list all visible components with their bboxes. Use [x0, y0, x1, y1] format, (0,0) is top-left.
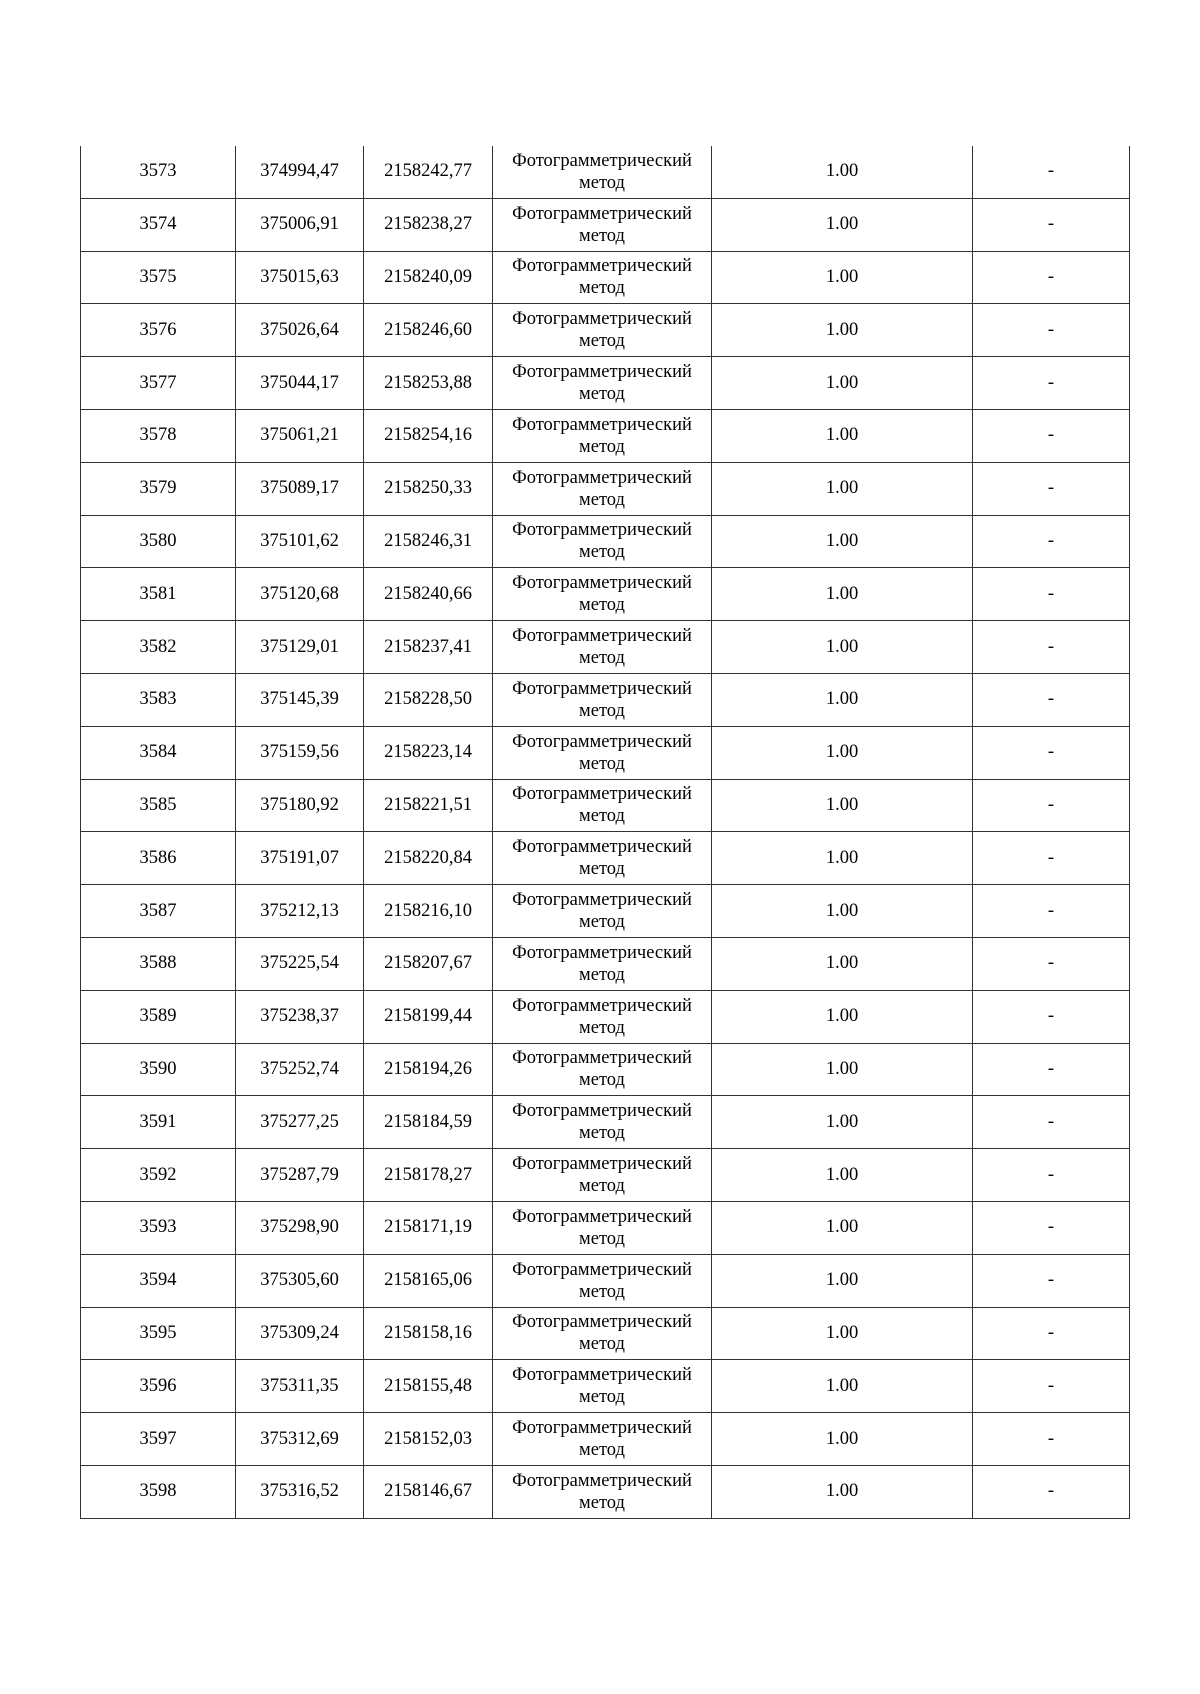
point-number-cell: 3579: [81, 462, 236, 515]
accuracy-cell: 1.00: [712, 726, 973, 779]
point-number-cell: 3598: [81, 1465, 236, 1518]
accuracy-cell: 1.00: [712, 1413, 973, 1466]
y-coordinate-cell: 2158165,06: [364, 1254, 493, 1307]
table-row: [81, 1254, 1130, 1307]
method-text: Фотограмметрический метод: [512, 414, 692, 457]
y-coordinate-cell: 2158220,84: [364, 832, 493, 885]
y-coordinate-cell: 2158155,48: [364, 1360, 493, 1413]
accuracy-cell: 1.00: [712, 1307, 973, 1360]
x-coordinate-cell: 375312,69: [236, 1413, 364, 1466]
x-coordinate-cell: 375305,60: [236, 1254, 364, 1307]
method-text: Фотограмметрический метод: [512, 678, 692, 721]
description-cell: -: [973, 779, 1130, 832]
accuracy-cell: 1.00: [712, 1254, 973, 1307]
description-cell: -: [973, 1149, 1130, 1202]
table-row: [81, 1201, 1130, 1254]
y-coordinate-cell: 2158250,33: [364, 462, 493, 515]
method-cell: [493, 1254, 712, 1307]
x-coordinate-cell: 375225,54: [236, 937, 364, 990]
description-cell: -: [973, 1360, 1130, 1413]
point-number-cell: 3595: [81, 1307, 236, 1360]
y-coordinate-cell: 2158237,41: [364, 621, 493, 674]
method-cell: [493, 990, 712, 1043]
point-number-cell: 3592: [81, 1149, 236, 1202]
accuracy-cell: 1.00: [712, 779, 973, 832]
method-text: Фотограмметрический метод: [512, 942, 692, 985]
accuracy-cell: 1.00: [712, 1201, 973, 1254]
point-number-cell: 3593: [81, 1201, 236, 1254]
method-text: Фотограмметрический метод: [512, 731, 692, 774]
table-row: [81, 832, 1130, 885]
x-coordinate-cell: 375026,64: [236, 304, 364, 357]
point-number-cell: 3597: [81, 1413, 236, 1466]
y-coordinate-cell: 2158228,50: [364, 673, 493, 726]
description-cell: -: [973, 568, 1130, 621]
method-cell: [493, 1201, 712, 1254]
method-cell: [493, 304, 712, 357]
method-text: Фотограмметрический метод: [512, 1470, 692, 1513]
table-row: [81, 1360, 1130, 1413]
accuracy-cell: 1.00: [712, 198, 973, 251]
x-coordinate-cell: 375145,39: [236, 673, 364, 726]
method-text: Фотограмметрический метод: [512, 309, 692, 352]
y-coordinate-cell: 2158242,77: [364, 146, 493, 198]
table-row: [81, 1465, 1130, 1518]
table-row: [81, 251, 1130, 304]
x-coordinate-cell: 375061,21: [236, 409, 364, 462]
method-cell: [493, 1465, 712, 1518]
table-row: [81, 198, 1130, 251]
y-coordinate-cell: 2158238,27: [364, 198, 493, 251]
method-cell: [493, 462, 712, 515]
method-text: Фотограмметрический метод: [512, 784, 692, 827]
y-coordinate-cell: 2158152,03: [364, 1413, 493, 1466]
description-cell: -: [973, 621, 1130, 674]
y-coordinate-cell: 2158216,10: [364, 885, 493, 938]
y-coordinate-cell: 2158223,14: [364, 726, 493, 779]
method-text: Фотограмметрический метод: [512, 1312, 692, 1355]
accuracy-cell: 1.00: [712, 937, 973, 990]
method-cell: [493, 1307, 712, 1360]
point-number-cell: 3576: [81, 304, 236, 357]
point-number-cell: 3574: [81, 198, 236, 251]
y-coordinate-cell: 2158178,27: [364, 1149, 493, 1202]
description-cell: -: [973, 1254, 1130, 1307]
accuracy-cell: 1.00: [712, 357, 973, 410]
x-coordinate-cell: 375015,63: [236, 251, 364, 304]
description-cell: -: [973, 673, 1130, 726]
y-coordinate-cell: 2158246,31: [364, 515, 493, 568]
y-coordinate-cell: 2158194,26: [364, 1043, 493, 1096]
method-text: Фотограмметрический метод: [512, 1101, 692, 1144]
table-row: [81, 1096, 1130, 1149]
table-row: [81, 304, 1130, 357]
x-coordinate-cell: 375120,68: [236, 568, 364, 621]
table-row: [81, 621, 1130, 674]
x-coordinate-cell: 375101,62: [236, 515, 364, 568]
description-cell: -: [973, 1201, 1130, 1254]
x-coordinate-cell: 375212,13: [236, 885, 364, 938]
accuracy-cell: 1.00: [712, 568, 973, 621]
y-coordinate-cell: 2158240,09: [364, 251, 493, 304]
y-coordinate-cell: 2158207,67: [364, 937, 493, 990]
method-text: Фотограмметрический метод: [512, 573, 692, 616]
description-cell: -: [973, 885, 1130, 938]
table-row: [81, 357, 1130, 410]
accuracy-cell: 1.00: [712, 885, 973, 938]
method-text: Фотограмметрический метод: [512, 1259, 692, 1302]
table-row: [81, 409, 1130, 462]
method-cell: [493, 937, 712, 990]
point-number-cell: 3577: [81, 357, 236, 410]
description-cell: -: [973, 990, 1130, 1043]
description-cell: -: [973, 409, 1130, 462]
table-row: [81, 515, 1130, 568]
method-text: Фотограмметрический метод: [512, 256, 692, 299]
accuracy-cell: 1.00: [712, 409, 973, 462]
accuracy-cell: 1.00: [712, 462, 973, 515]
x-coordinate-cell: 375006,91: [236, 198, 364, 251]
description-cell: -: [973, 1413, 1130, 1466]
coordinates-table-body: [81, 146, 1130, 1518]
description-cell: -: [973, 1096, 1130, 1149]
point-number-cell: 3575: [81, 251, 236, 304]
y-coordinate-cell: 2158221,51: [364, 779, 493, 832]
table-row: [81, 1307, 1130, 1360]
accuracy-cell: 1.00: [712, 515, 973, 568]
description-cell: -: [973, 198, 1130, 251]
method-text: Фотограмметрический метод: [512, 150, 692, 193]
description-cell: -: [973, 462, 1130, 515]
method-cell: [493, 568, 712, 621]
point-number-cell: 3585: [81, 779, 236, 832]
accuracy-cell: 1.00: [712, 251, 973, 304]
x-coordinate-cell: 375238,37: [236, 990, 364, 1043]
method-cell: [493, 621, 712, 674]
description-cell: -: [973, 937, 1130, 990]
point-number-cell: 3580: [81, 515, 236, 568]
x-coordinate-cell: 375298,90: [236, 1201, 364, 1254]
accuracy-cell: 1.00: [712, 673, 973, 726]
method-cell: [493, 779, 712, 832]
method-text: Фотограмметрический метод: [512, 203, 692, 246]
table-row: [81, 568, 1130, 621]
x-coordinate-cell: 375089,17: [236, 462, 364, 515]
accuracy-cell: 1.00: [712, 1360, 973, 1413]
method-cell: [493, 673, 712, 726]
point-number-cell: 3584: [81, 726, 236, 779]
method-text: Фотограмметрический метод: [512, 1206, 692, 1249]
accuracy-cell: 1.00: [712, 304, 973, 357]
accuracy-cell: 1.00: [712, 990, 973, 1043]
method-cell: [493, 885, 712, 938]
x-coordinate-cell: 375129,01: [236, 621, 364, 674]
table-row: [81, 673, 1130, 726]
accuracy-cell: 1.00: [712, 832, 973, 885]
table-row: [81, 462, 1130, 515]
y-coordinate-cell: 2158146,67: [364, 1465, 493, 1518]
x-coordinate-cell: 375311,35: [236, 1360, 364, 1413]
x-coordinate-cell: 374994,47: [236, 146, 364, 198]
table-row: [81, 779, 1130, 832]
point-number-cell: 3573: [81, 146, 236, 198]
method-cell: [493, 357, 712, 410]
method-cell: [493, 1413, 712, 1466]
description-cell: -: [973, 357, 1130, 410]
table-row: [81, 990, 1130, 1043]
y-coordinate-cell: 2158184,59: [364, 1096, 493, 1149]
description-cell: -: [973, 251, 1130, 304]
table-row: [81, 726, 1130, 779]
description-cell: -: [973, 1043, 1130, 1096]
accuracy-cell: 1.00: [712, 146, 973, 198]
description-cell: -: [973, 146, 1130, 198]
description-cell: -: [973, 304, 1130, 357]
method-cell: [493, 1360, 712, 1413]
method-text: Фотограмметрический метод: [512, 626, 692, 669]
method-text: Фотограмметрический метод: [512, 837, 692, 880]
x-coordinate-cell: 375316,52: [236, 1465, 364, 1518]
method-cell: [493, 832, 712, 885]
method-text: Фотограмметрический метод: [512, 520, 692, 563]
coordinates-table: [80, 146, 1130, 1519]
accuracy-cell: 1.00: [712, 621, 973, 674]
point-number-cell: 3594: [81, 1254, 236, 1307]
accuracy-cell: 1.00: [712, 1149, 973, 1202]
x-coordinate-cell: 375159,56: [236, 726, 364, 779]
point-number-cell: 3588: [81, 937, 236, 990]
method-cell: [493, 409, 712, 462]
method-cell: [493, 1096, 712, 1149]
method-cell: [493, 146, 712, 198]
point-number-cell: 3582: [81, 621, 236, 674]
x-coordinate-cell: 375191,07: [236, 832, 364, 885]
method-text: Фотограмметрический метод: [512, 1418, 692, 1461]
y-coordinate-cell: 2158246,60: [364, 304, 493, 357]
method-cell: [493, 515, 712, 568]
method-text: Фотограмметрический метод: [512, 890, 692, 933]
y-coordinate-cell: 2158158,16: [364, 1307, 493, 1360]
table-row: [81, 1149, 1130, 1202]
method-text: Фотограмметрический метод: [512, 467, 692, 510]
method-cell: [493, 251, 712, 304]
description-cell: -: [973, 1465, 1130, 1518]
description-cell: -: [973, 1307, 1130, 1360]
description-cell: -: [973, 726, 1130, 779]
description-cell: -: [973, 515, 1130, 568]
x-coordinate-cell: 375309,24: [236, 1307, 364, 1360]
x-coordinate-cell: 375180,92: [236, 779, 364, 832]
method-cell: [493, 198, 712, 251]
point-number-cell: 3596: [81, 1360, 236, 1413]
x-coordinate-cell: 375044,17: [236, 357, 364, 410]
point-number-cell: 3581: [81, 568, 236, 621]
table-row: [81, 937, 1130, 990]
point-number-cell: 3589: [81, 990, 236, 1043]
y-coordinate-cell: 2158253,88: [364, 357, 493, 410]
table-row: [81, 146, 1130, 198]
method-text: Фотограмметрический метод: [512, 995, 692, 1038]
method-cell: [493, 1149, 712, 1202]
accuracy-cell: 1.00: [712, 1465, 973, 1518]
accuracy-cell: 1.00: [712, 1043, 973, 1096]
point-number-cell: 3591: [81, 1096, 236, 1149]
point-number-cell: 3578: [81, 409, 236, 462]
x-coordinate-cell: 375277,25: [236, 1096, 364, 1149]
point-number-cell: 3590: [81, 1043, 236, 1096]
accuracy-cell: 1.00: [712, 1096, 973, 1149]
point-number-cell: 3587: [81, 885, 236, 938]
point-number-cell: 3586: [81, 832, 236, 885]
method-text: Фотограмметрический метод: [512, 362, 692, 405]
y-coordinate-cell: 2158240,66: [364, 568, 493, 621]
point-number-cell: 3583: [81, 673, 236, 726]
y-coordinate-cell: 2158254,16: [364, 409, 493, 462]
x-coordinate-cell: 375252,74: [236, 1043, 364, 1096]
method-text: Фотограмметрический метод: [512, 1154, 692, 1197]
method-cell: [493, 726, 712, 779]
x-coordinate-cell: 375287,79: [236, 1149, 364, 1202]
table-row: [81, 885, 1130, 938]
y-coordinate-cell: 2158199,44: [364, 990, 493, 1043]
method-text: Фотограмметрический метод: [512, 1365, 692, 1408]
method-text: Фотограмметрический метод: [512, 1048, 692, 1091]
description-cell: -: [973, 832, 1130, 885]
y-coordinate-cell: 2158171,19: [364, 1201, 493, 1254]
method-cell: [493, 1043, 712, 1096]
table-row: [81, 1413, 1130, 1466]
table-row: [81, 1043, 1130, 1096]
